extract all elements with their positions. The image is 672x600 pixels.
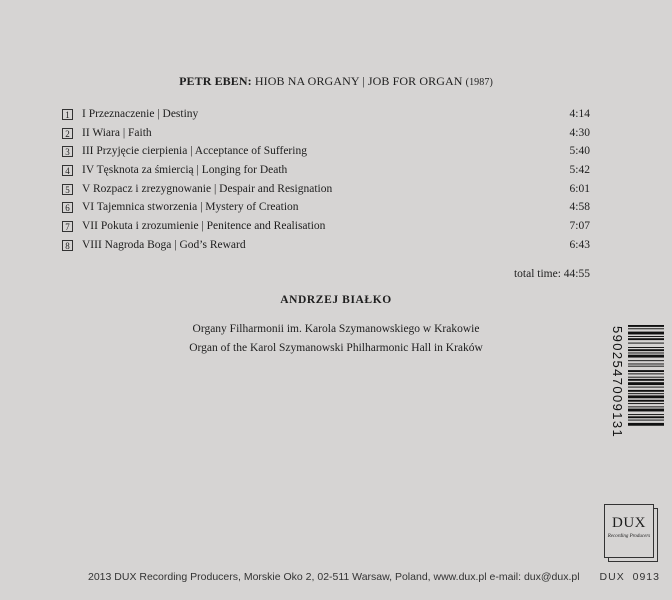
track-duration: 4:58 <box>569 201 590 214</box>
barcode-bar <box>628 416 664 418</box>
catalog-number: DUX 0913 <box>599 571 660 583</box>
track-duration: 5:42 <box>569 164 590 177</box>
track-title: VIII Nagroda Boga | God’s Reward <box>82 238 246 251</box>
composer-name: PETR EBEN: <box>179 74 252 88</box>
barcode-bar <box>628 353 664 354</box>
track-duration: 4:14 <box>569 108 590 120</box>
track-row <box>62 164 590 183</box>
track-number: 5 <box>62 184 73 195</box>
track-duration: 6:01 <box>569 182 590 195</box>
track-number: 4 <box>62 165 73 176</box>
track-number: 3 <box>62 146 73 157</box>
track-number: 2 <box>62 128 73 139</box>
barcode-bar <box>628 420 664 421</box>
barcode-digits <box>612 326 626 482</box>
barcode-bar <box>628 409 664 412</box>
total-time: total time: 44:55 <box>513 268 590 280</box>
track-duration: 5:40 <box>569 145 590 158</box>
album-heading <box>0 74 672 89</box>
track-title: VII Pokuta i zrozumienie | Penitence and Realisation <box>82 220 326 233</box>
logo-name: DUX <box>612 515 646 531</box>
barcode-bar <box>628 373 664 374</box>
track-title: II Wiara | Faith <box>82 126 152 139</box>
track-title: V Rozpacz i zrezygnowanie | Despair and Resignation <box>82 182 333 195</box>
barcode-bar <box>628 423 664 426</box>
performer-name: ANDRZEJ BIAŁKO <box>280 294 392 306</box>
track-row <box>62 145 590 164</box>
barcode-bar <box>628 387 664 388</box>
track-title: III Przyjęcie cierpienia | Acceptance of Suffering <box>82 145 307 158</box>
barcode-bar <box>628 395 664 398</box>
barcode-bar <box>628 414 664 415</box>
barcode-bar <box>628 332 664 335</box>
track-list <box>62 108 590 258</box>
barcode-bar <box>628 382 664 385</box>
barcode-bar <box>628 325 664 327</box>
track-row <box>62 239 590 258</box>
barcode-bar <box>628 406 664 407</box>
barcode-bar <box>628 336 664 337</box>
track-number: 7 <box>62 221 73 232</box>
barcode-bar <box>628 328 664 329</box>
work-year: (1987) <box>465 77 493 88</box>
venue-line-polish: Organy Filharmonii im. Karola Szymanowskiego w Krakowie <box>192 323 480 335</box>
track-duration: 6:43 <box>569 238 590 251</box>
track-number: 6 <box>62 202 73 213</box>
barcode-bar <box>628 390 664 392</box>
track-title: VI Tajemnica stworzenia | Mystery of Creation <box>82 201 299 214</box>
logo-box <box>604 504 654 558</box>
barcode-bar <box>628 366 664 367</box>
barcode-bar <box>628 377 664 378</box>
track-number: 8 <box>62 240 73 251</box>
dux-logo <box>604 504 658 562</box>
track-duration: 7:07 <box>569 220 590 233</box>
track-number: 1 <box>62 109 73 120</box>
copyright-footer: 2013 DUX Recording Producers, Morskie Oko 2, 02-511 Warsaw, Poland, www.dux.pl e-mail: dux@dux.pl <box>88 571 580 583</box>
barcode-bar <box>628 338 664 340</box>
work-title: HIOB NA ORGANY | JOB FOR ORGAN <box>254 74 463 88</box>
barcode-bar <box>628 364 664 365</box>
track-title: IV Tęsknota za śmiercią | Longing for Death <box>82 164 288 177</box>
barcode-bar <box>628 393 664 394</box>
track-row <box>62 127 590 146</box>
barcode-bar <box>628 347 664 348</box>
barcode-number: 5902547009131 <box>610 326 625 439</box>
venue-line-english: Organ of the Karol Szymanowski Philharmonic Hall in Kraków <box>189 342 483 354</box>
barcode-bar <box>628 379 664 381</box>
track-row <box>62 108 590 127</box>
track-row <box>62 183 590 202</box>
barcode-bar <box>628 355 664 358</box>
venue-info <box>0 320 672 358</box>
logo-tagline: Recording Producers <box>607 534 651 539</box>
barcode-bar <box>628 360 664 361</box>
track-row <box>62 201 590 220</box>
barcode-bar <box>628 343 664 344</box>
barcode-bar <box>628 403 664 404</box>
track-title: I Przeznaczenie | Destiny <box>82 108 199 120</box>
track-duration: 4:30 <box>569 126 590 139</box>
barcode-bar <box>628 349 664 351</box>
barcode-bar <box>628 400 664 402</box>
barcode-bar <box>628 370 664 372</box>
track-row <box>62 220 590 239</box>
